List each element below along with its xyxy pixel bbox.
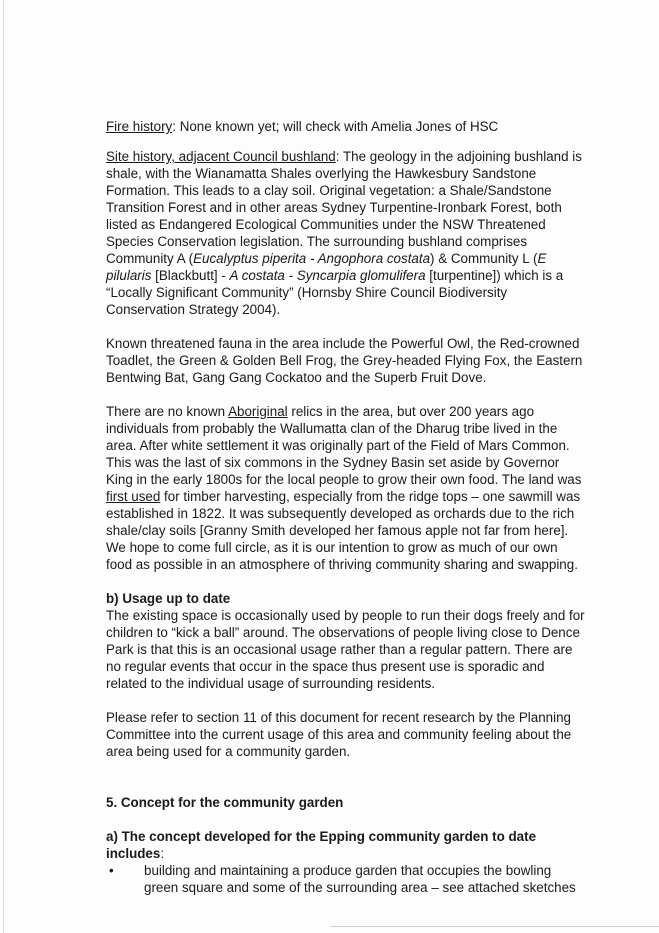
bullet-icon: •	[109, 863, 114, 878]
bullet-text: building and maintaining a produce garden that occupies the bowling green square and some of the surrounding area – see attached sketches	[144, 863, 576, 895]
scan-bottom-edge	[330, 926, 659, 927]
aboriginal-underlined-1: Aboriginal	[228, 404, 288, 419]
concept-bullet-list	[106, 862, 586, 896]
concept-subheading	[106, 828, 586, 862]
aboriginal-underlined-2: first used	[106, 489, 161, 504]
aboriginal-text-2: relics in the area, but over 200 years ago individuals from probably the Wallumatta clan of the Dharug tribe lived in the area. After white settlement it was originally part of the Field of Mars Common. This was the last of six commons in the Sydney Basin set aside by Governor King in the early 1800s for the local people to grow their own food. The land was	[106, 404, 582, 487]
site-history-species-1: Eucalyptus piperita - Angophora costata	[193, 251, 431, 266]
fire-history-paragraph	[106, 118, 586, 135]
aboriginal-text-1: There are no known	[106, 404, 229, 419]
fire-history-text: None known yet; will check with Amelia Jones of HSC	[175, 119, 499, 134]
site-history-species-3: A costata - Syncarpia glomulifera	[229, 268, 426, 283]
usage-paragraph: The existing space is occasionally used by people to run their dogs freely and for children to “kick a ball” around. The observations of people living close to Dence Park is that this is an occasional usage rather than a regular pattern. There are no regular events that occur in the space thus present use is sporadic and related to the individual usage of surrounding residents.	[106, 608, 585, 691]
site-history-text-3: [Blackbutt] -	[151, 268, 230, 283]
aboriginal-paragraph	[106, 403, 586, 573]
concept-subheading-text: a) The concept developed for the Epping community garden to date includes	[106, 829, 537, 861]
site-history-species-2: E pilularis	[106, 251, 547, 283]
document-body	[106, 118, 586, 896]
concept-subheading-colon: :	[160, 846, 165, 861]
concept-section-heading: 5. Concept for the community garden	[106, 795, 344, 810]
fire-history-colon: :	[172, 119, 176, 134]
usage-heading: b) Usage up to date	[106, 591, 231, 606]
scan-left-edge	[3, 0, 4, 933]
site-history-text-2: ) & Community L (	[430, 251, 538, 266]
site-history-label: Site history, adjacent Council bushland	[106, 149, 336, 164]
refer-paragraph: Please refer to section 11 of this document for recent research by the Planning Committee into the current usage of this area and community feeling about the area being used for a community garden.	[106, 710, 572, 759]
fauna-paragraph: Known threatened fauna in the area include the Powerful Owl, the Red-crowned Toadlet, the Green & Golden Bell Frog, the Grey-headed Flying Fox, the Eastern Bentwing Bat, Gang Gang Cockatoo and the Superb Fruit Dove.	[106, 336, 583, 385]
aboriginal-text-3: for timber harvesting, especially from the ridge tops – one sawmill was established in 1822. It was subsequently developed as orchards due to the rich shale/clay soils [Granny Smith developed her famous apple not far from here]. We hope to come full circle, as it is our intention to grow as much of our own food as possible in an atmosphere of thriving community sharing and swapping.	[106, 489, 581, 572]
site-history-paragraph	[106, 148, 586, 318]
list-item	[106, 862, 586, 896]
fire-history-label: Fire history	[106, 119, 173, 134]
site-history-text-1: : The geology in the adjoining bushland is shale, with the Wianamatta Shales overlying the Hawkesbury Sandstone Formation. This leads to a clay soil. Original vegetation: a Shale/Sandstone Transition Forest and in other areas Sydney Turpentine-Ironbark Forest, both listed as Endangered Ecological Communities under the NSW Threatened Species Conservation legislation. The surrounding bushland comprises Community A (	[106, 149, 582, 266]
site-history-text-4: [turpentine]) which is a “Locally Significant Community” (Hornsby Shire Council Biodiversity Conservation Strategy 2004).	[106, 268, 564, 317]
